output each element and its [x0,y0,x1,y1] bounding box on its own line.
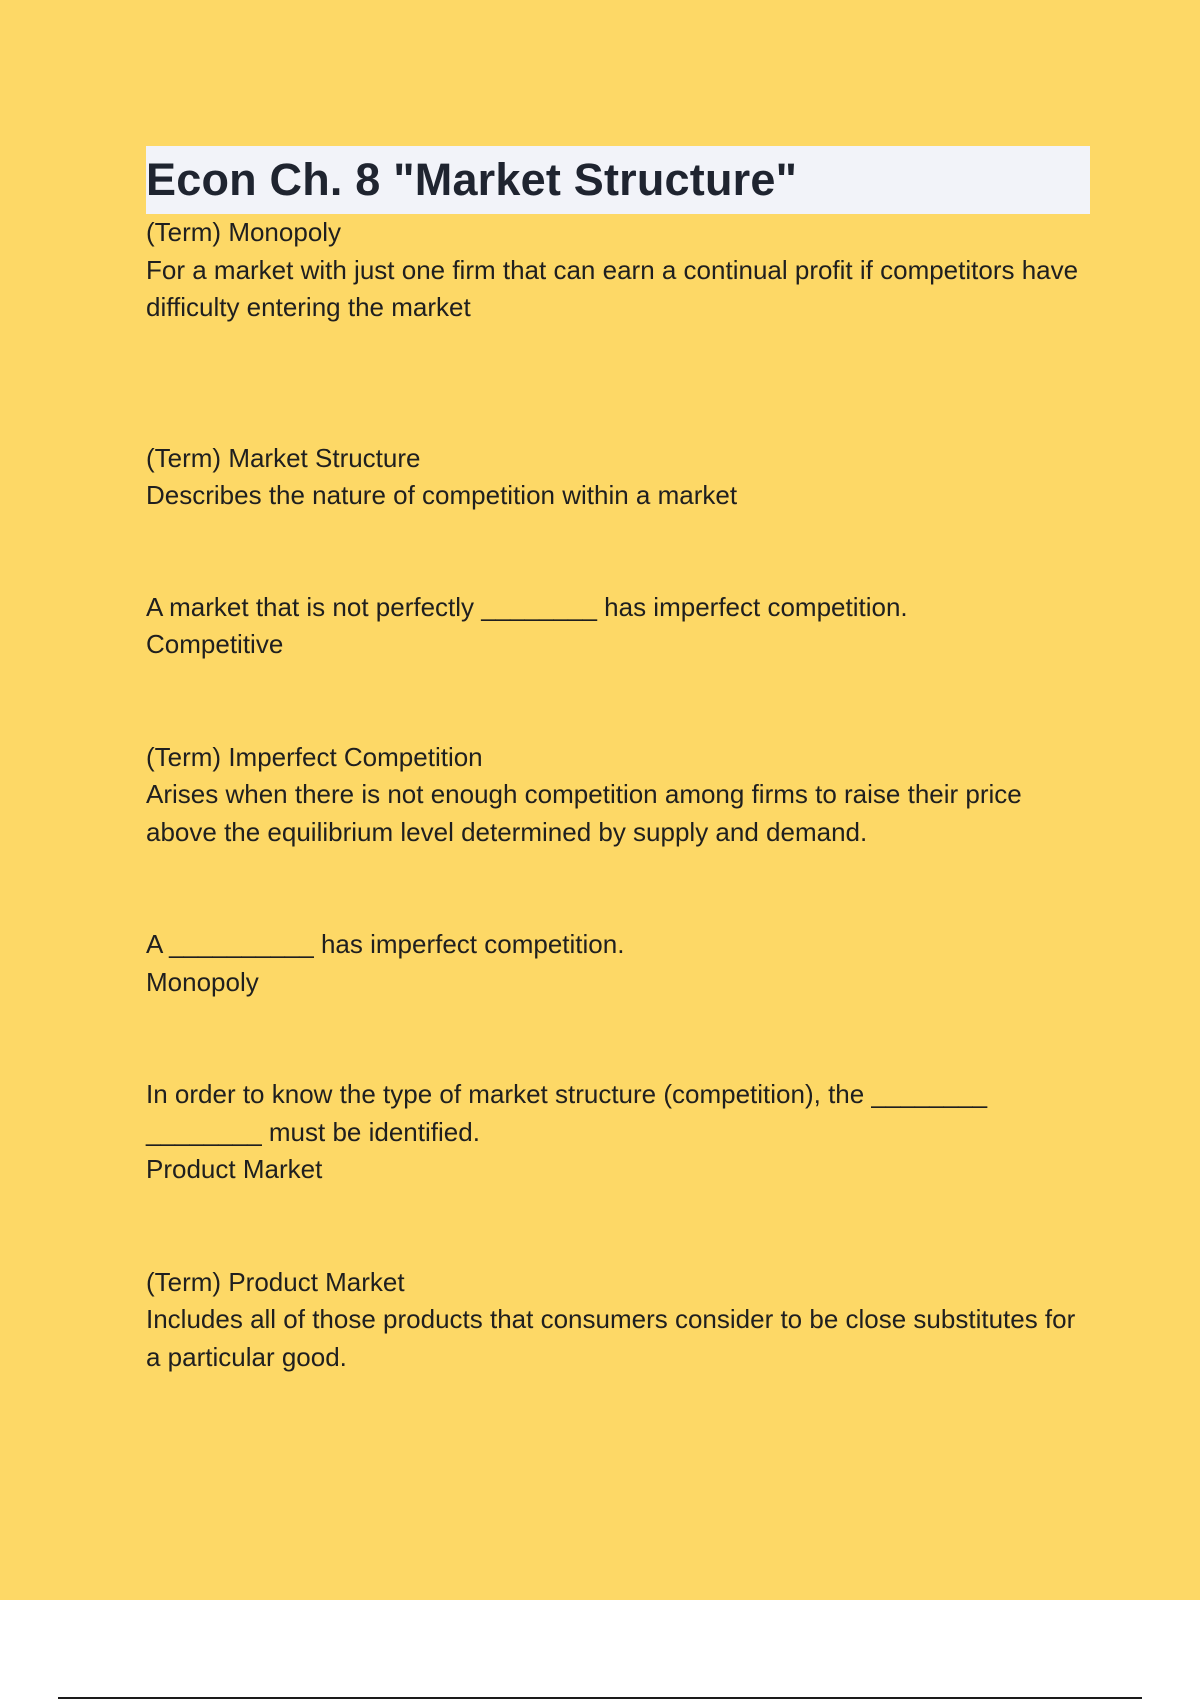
title-banner [146,146,1090,214]
card-definition: Describes the nature of competition within a market [146,480,738,510]
flashcard-product-market-blank [146,1076,1090,1189]
card-definition: Includes all of those products that consumers consider to be close substitutes for a particular good. [146,1304,1076,1372]
flashcard-monopoly-blank [146,926,1090,1001]
flashcard-perfectly-competitive [146,589,1090,664]
card-answer: Monopoly [146,966,259,997]
card-question: A market that is not perfectly ________ has imperfect competition. [146,591,908,622]
card-question: A __________ has imperfect competition. [146,929,625,959]
page-title: Econ Ch. 8 "Market Structure" [146,154,798,205]
card-term: (Term) Imperfect Competition [146,741,483,772]
card-answer: Product Market [146,1154,323,1184]
card-term: (Term) Market Structure [146,442,421,473]
card-definition: For a market with just one firm that can earn a continual profit if competitors have difficulty entering the market [146,254,1079,322]
card-definition: Arises when there is not enough competition among firms to raise their price above the equilibrium level determined by supply and demand. [146,779,1022,847]
flashcard-monopoly [146,214,1090,327]
card-term: (Term) Monopoly [146,217,342,247]
flashcard-market-structure [146,440,1090,515]
flashcard-imperfect-competition [146,739,1090,852]
flashcard-product-market [146,1264,1090,1377]
card-term: (Term) Product Market [146,1266,405,1297]
card-answer: Competitive [146,629,284,659]
document-content [146,146,1090,1376]
footer-divider [58,1697,1142,1699]
card-question: In order to know the type of market structure (competition), the ________ ________ must be identified. [146,1079,988,1147]
